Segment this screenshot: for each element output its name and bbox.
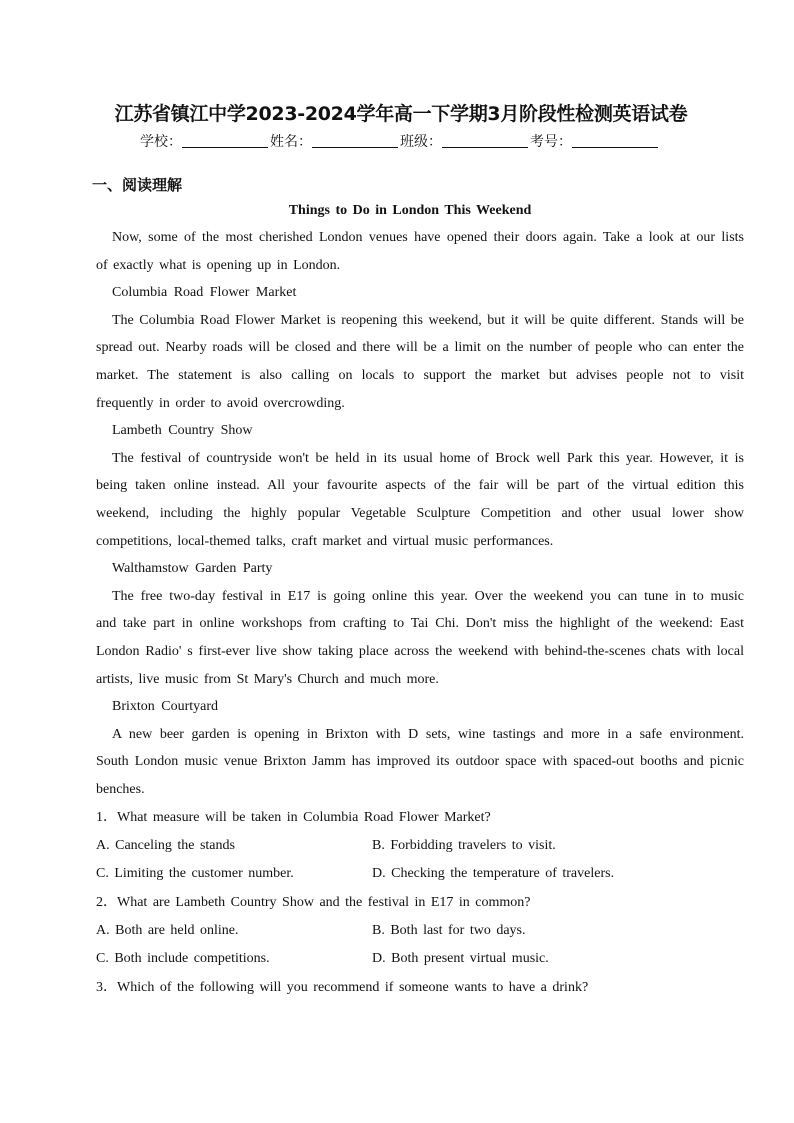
venue-heading: Columbia Road Flower Market: [112, 285, 297, 301]
answer-option[interactable]: C. Limiting the customer number.: [96, 866, 294, 882]
answer-option[interactable]: C. Both include competitions.: [96, 951, 270, 967]
venue-heading: Lambeth Country Show: [112, 423, 253, 439]
class-blank: [442, 133, 528, 148]
venue-heading: Walthamstow Garden Party: [112, 561, 273, 577]
school-label: 学校：: [140, 134, 182, 150]
question-stem: 1．What measure will be taken in Columbia Road Flower Market?: [96, 810, 491, 826]
venue-paragraph: A new beer garden is opening in Brixton with D sets, wine tastings and more in a safe environment. South London music venue Brixton Jamm has improved its outdoor space with spaced-out booths and picnic benches.: [96, 726, 744, 797]
answer-option[interactable]: B. Both last for two days.: [372, 923, 526, 939]
exam-number-label: 考号：: [530, 134, 572, 150]
venue-paragraph: The festival of countryside won't be held in its usual home of Brock well Park this year. However, it is being taken online instead. All your favourite aspects of the fair will be part of the virtual edition this weekend, including the highly popular Vegetable Sculpture Competition and other usual lower show competitions, local-themed talks, craft market and virtual music performances.: [96, 450, 744, 549]
answer-option[interactable]: B. Forbidding travelers to visit.: [372, 838, 556, 854]
exam-number-blank: [572, 133, 658, 148]
question-stem: 2．What are Lambeth Country Show and the festival in E17 in common?: [96, 895, 531, 911]
class-label: 班级：: [400, 134, 442, 150]
name-blank: [312, 133, 398, 148]
passage-title: Things to Do in London This Weekend: [288, 203, 532, 218]
school-blank: [182, 133, 268, 148]
exam-number-field: [530, 130, 660, 154]
answer-options: [96, 832, 744, 888]
answer-option[interactable]: A. Both are held online.: [96, 923, 239, 939]
venue-paragraph: The Columbia Road Flower Market is reopening this weekend, but it will be quite different. Stands will be spread out. Nearby roads will be closed and there will be a limit on the number of people who can enter the market. The statement is also calling on locals to support the market but advises people not to visit frequently in order to avoid overcrowding.: [96, 312, 744, 411]
school-field: [140, 130, 270, 154]
answer-option[interactable]: D. Both present virtual music.: [372, 951, 549, 967]
name-field: [270, 130, 400, 154]
student-info-row: [56, 130, 744, 154]
venue-paragraph: The free two-day festival in E17 is going online this year. Over the weekend you can tune in to music and take part in online workshops from crafting to Tai Chi. Don't miss the highlight of the weekend: East London Radio' s first-ever live show taking place across the weekend with behind-the-scenes chats with local artists, live music from St Mary's Church and much more.: [96, 588, 744, 687]
section-heading: 一、阅读理解: [92, 176, 183, 194]
answer-options: [96, 917, 744, 973]
exam-title: 江苏省镇江中学2023-2024学年高一下学期3月阶段性检测英语试卷: [114, 103, 688, 125]
question-stem: 3．Which of the following will you recommend if someone wants to have a drink?: [96, 980, 589, 996]
name-label: 姓名：: [270, 134, 312, 150]
answer-option[interactable]: D. Checking the temperature of travelers.: [372, 866, 615, 882]
class-field: [400, 130, 530, 154]
venue-heading: Brixton Courtyard: [112, 699, 219, 715]
answer-option[interactable]: A. Canceling the stands: [96, 838, 235, 854]
passage-intro: Now, some of the most cherished London venues have opened their doors again. Take a look at our lists of exactly what is opening up in London.: [96, 230, 744, 273]
